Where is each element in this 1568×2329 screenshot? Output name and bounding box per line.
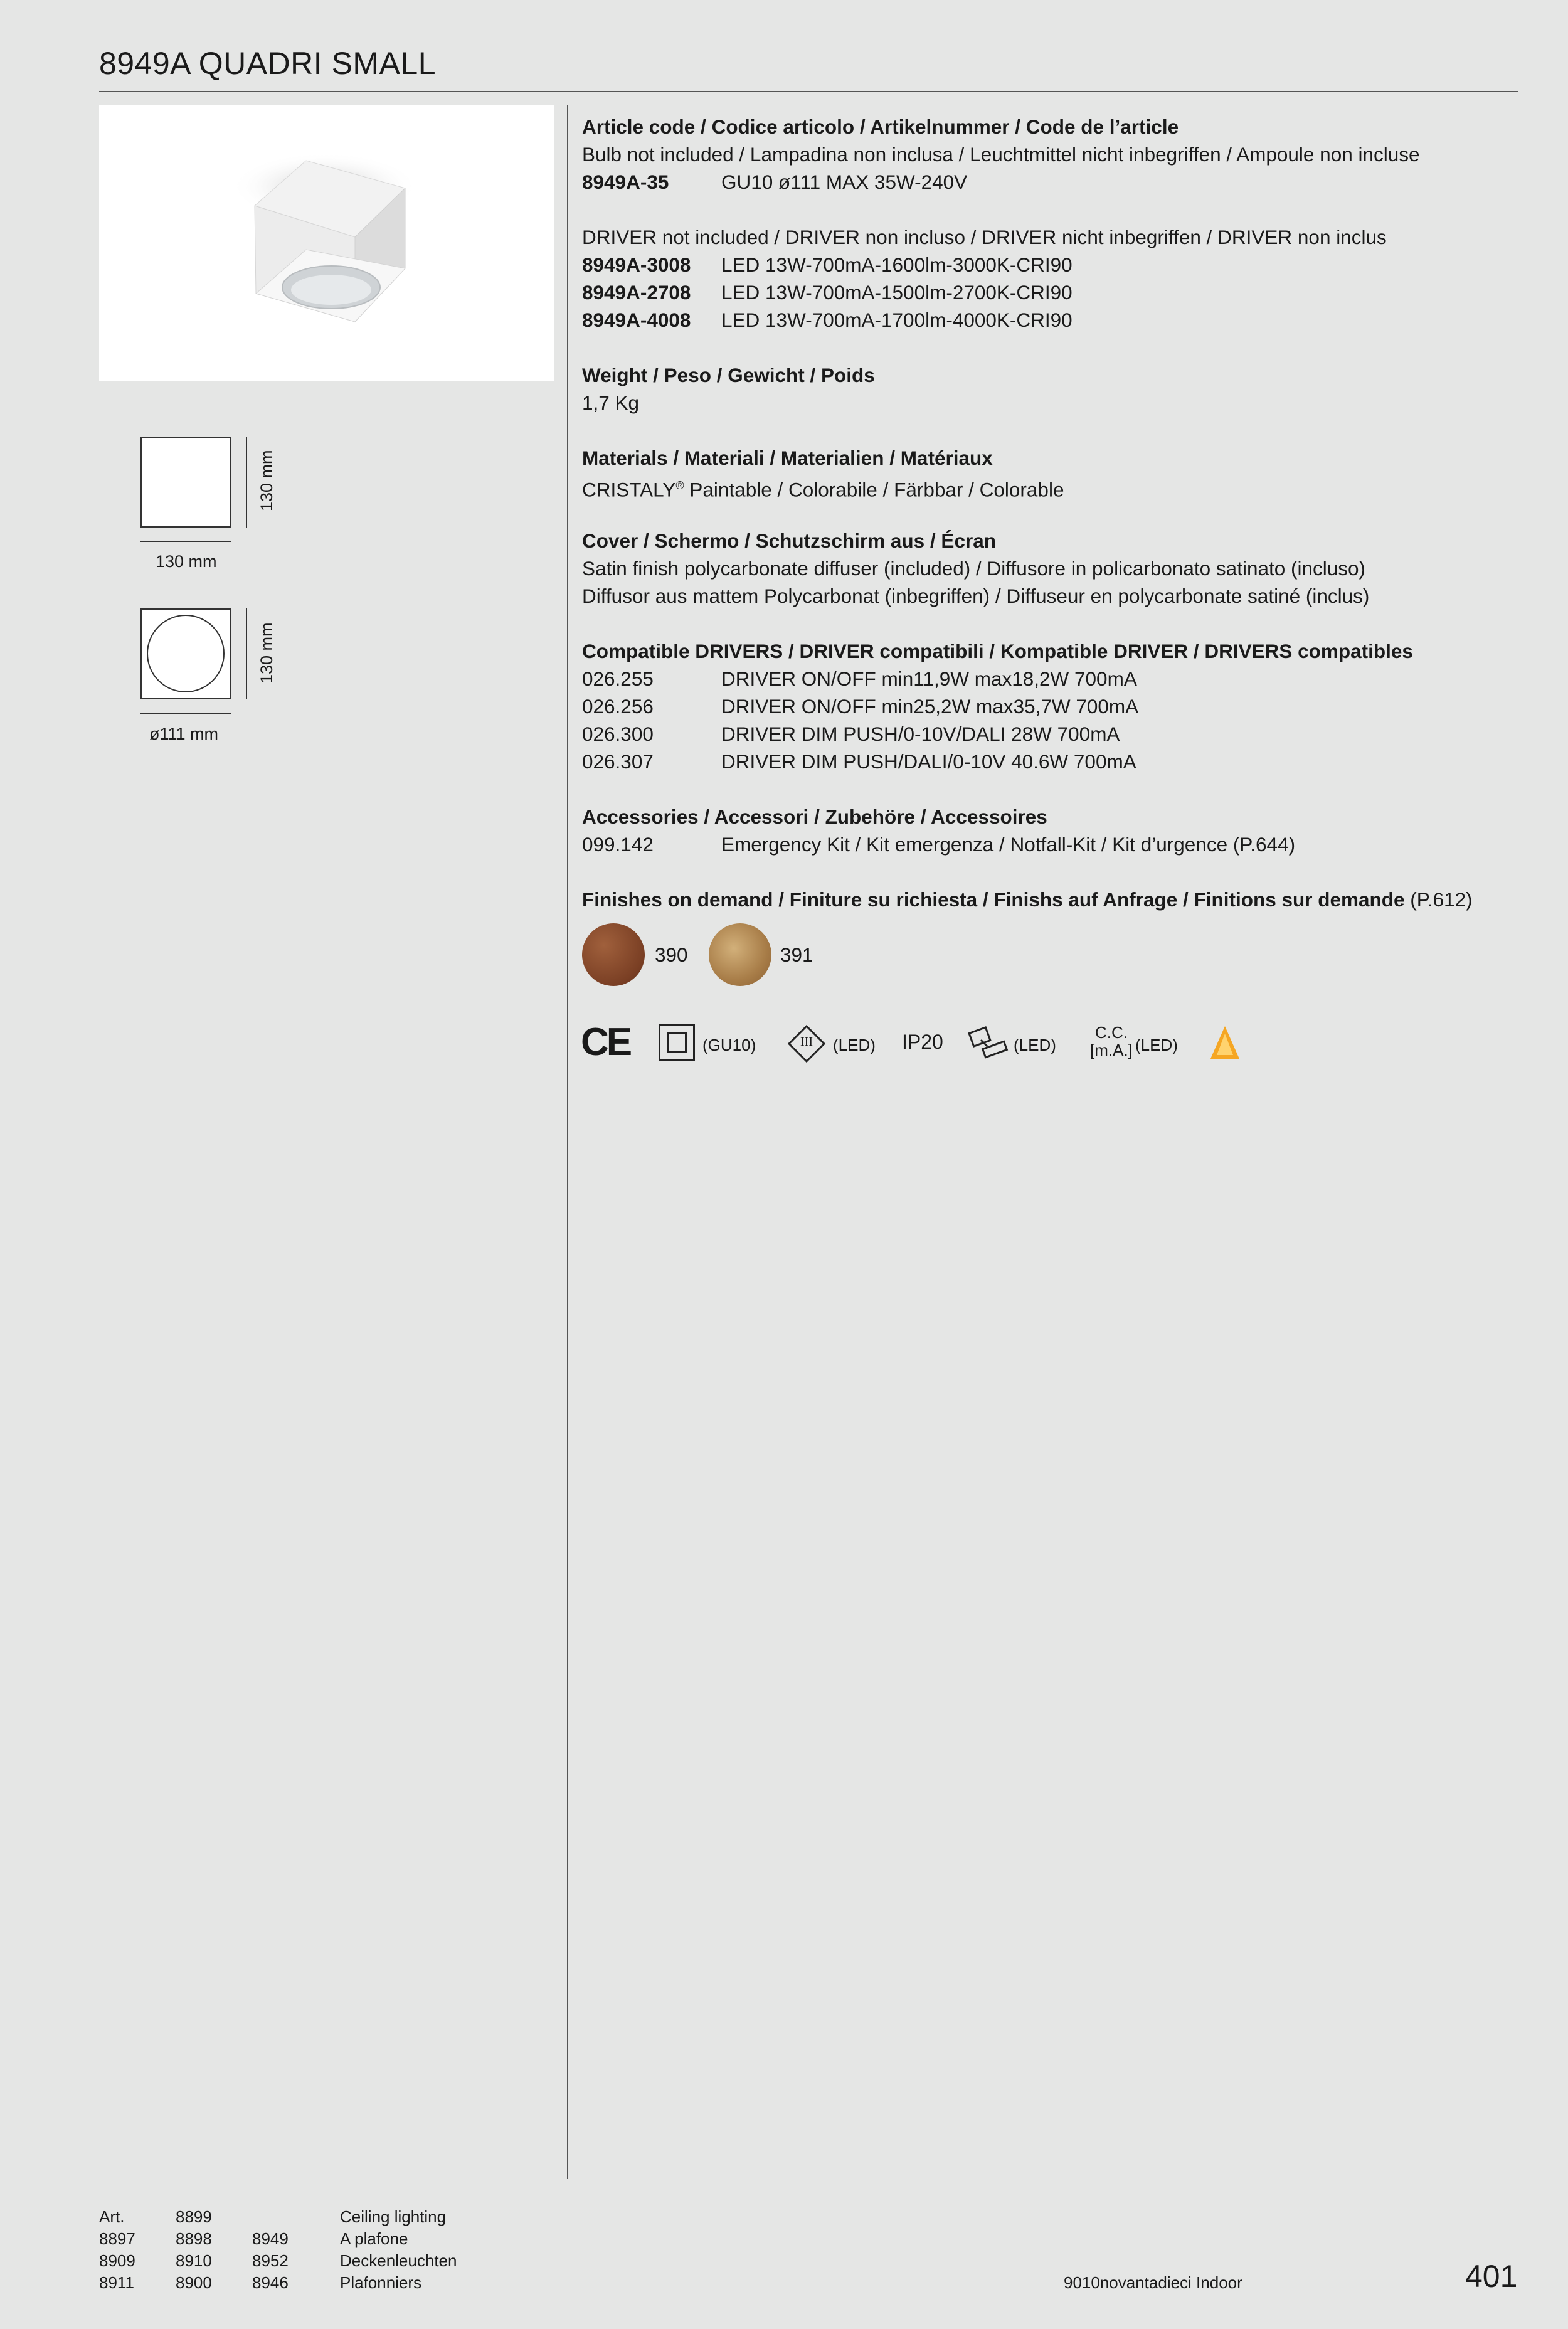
footer-cell: Art. (99, 2207, 125, 2226)
constant-current-bottom: [m.A.] (1090, 1041, 1133, 1059)
footer-cell: 8899 (176, 2207, 212, 2226)
compatible-driver-desc: DRIVER DIM PUSH/0-10V/DALI 28W 700mA (721, 723, 1120, 745)
height-dimension-label: 130 mm (257, 622, 276, 684)
compatible-driver-desc: DRIVER ON/OFF min25,2W max35,7W 700mA (721, 695, 1139, 718)
registered-mark: ® (675, 479, 684, 492)
footer-brand: 9010novantadieci Indoor (1064, 2273, 1242, 2292)
materials-text: Paintable / Colorabile / Färbbar / Colorable (684, 478, 1064, 501)
footer-cell: 8900 (176, 2273, 212, 2292)
accessory-code: 099.142 (582, 833, 654, 856)
accessories-heading: Accessories / Accessori / Zubehöre / Accessoires (582, 805, 1047, 828)
footer-cell: Ceiling lighting (340, 2207, 447, 2226)
product-render-image (99, 105, 554, 381)
class-iii-label: (LED) (833, 1036, 876, 1054)
article-code: 8949A-35 (582, 171, 669, 193)
compatible-driver-code: 026.255 (582, 667, 654, 690)
square-drawing (140, 437, 231, 528)
accessory-desc: Emergency Kit / Kit emergenza / Notfall-Kit / Kit d’urgence (P.644) (721, 833, 1296, 856)
accessory-row (582, 830, 1510, 858)
compatible-driver-row (582, 692, 1510, 720)
cover-line: Diffusor aus mattem Polycarbonat (inbegriffen) / Diffuseur en polycarbonate satiné (inclus) (582, 585, 1370, 607)
constant-current-top: C.C. (1094, 1023, 1128, 1042)
footer-cell: A plafone (340, 2229, 408, 2248)
ip-rating: IP20 (902, 1031, 943, 1053)
compatible-driver-code: 026.300 (582, 723, 654, 745)
finishes-heading (582, 886, 1510, 913)
footer-cell: 8898 (176, 2229, 212, 2248)
height-dimension-line (246, 437, 247, 528)
footer-cell: Plafonniers (340, 2273, 422, 2292)
constant-current-label: (LED) (1135, 1036, 1178, 1054)
height-dimension-label: 130 mm (257, 450, 276, 511)
ballast-label: (LED) (1014, 1036, 1056, 1054)
class-ii-label: (GU10) (702, 1036, 756, 1054)
driver-code: 8949A-3008 (582, 253, 691, 276)
footer-cell: 8911 (99, 2273, 134, 2292)
constant-current-icon (1090, 1024, 1133, 1059)
driver-row (582, 279, 1510, 306)
driver-row (582, 306, 1510, 334)
footer-cell: 8952 (252, 2251, 289, 2270)
column-divider (567, 105, 568, 2179)
finishes-page-ref: (P.612) (1404, 888, 1473, 911)
weight-value: 1,7 Kg (582, 391, 640, 414)
footer-cell: 8909 (99, 2251, 135, 2270)
cover-heading: Cover / Schermo / Schutzschirm aus / Écran (582, 529, 996, 552)
driver-code: 8949A-2708 (582, 281, 691, 304)
article-row (582, 168, 1510, 196)
footer-cell: 8949 (252, 2229, 289, 2248)
finish-swatch-390 (582, 923, 645, 986)
product-photo (99, 105, 554, 381)
materials-brand: CRISTALY (582, 478, 676, 501)
materials-heading: Materials / Materiali / Materialien / Matériaux (582, 447, 993, 469)
driver-row (582, 251, 1510, 279)
weight-heading: Weight / Peso / Gewicht / Poids (582, 364, 875, 386)
driver-desc: LED 13W-700mA-1500lm-2700K-CRI90 (721, 281, 1073, 304)
ballast-icon (968, 1024, 1011, 1063)
diffuser-circle (147, 615, 225, 692)
compatible-driver-desc: DRIVER DIM PUSH/DALI/0-10V 40.6W 700mA (721, 750, 1136, 773)
ce-mark-icon: CE (581, 1021, 630, 1064)
class-iii-symbol: III (800, 1035, 813, 1049)
page-title: 8949A QUADRI SMALL (99, 46, 437, 81)
compatible-drivers-heading: Compatible DRIVERS / DRIVER compatibili / Kompatible DRIVER / DRIVERS compatibles (582, 640, 1413, 662)
compatible-driver-code: 026.256 (582, 695, 654, 718)
driver-desc: LED 13W-700mA-1600lm-3000K-CRI90 (721, 253, 1073, 276)
compatible-driver-code: 026.307 (582, 750, 654, 773)
height-dimension-line (246, 608, 247, 699)
compatible-driver-row (582, 720, 1510, 748)
round-drawing (140, 608, 231, 699)
finish-swatch-391 (709, 923, 771, 986)
article-heading: Article code / Codice articolo / Artikelnummer / Code de l’article (582, 115, 1179, 138)
article-desc: GU10 ø111 MAX 35W-240V (721, 171, 968, 193)
compatible-driver-row (582, 665, 1510, 692)
cover-line: Satin finish polycarbonate diffuser (included) / Diffusore in policarbonato satinato (incluso) (582, 557, 1366, 580)
bulb-note: Bulb not included / Lampadina non inclusa / Leuchtmittel nicht inbegriffen / Ampoule non incluse (582, 143, 1420, 166)
footer-cell: 8910 (176, 2251, 212, 2270)
class-ii-icon (659, 1024, 695, 1061)
finish-label: 391 (780, 943, 813, 966)
page-number: 401 (1465, 2259, 1518, 2294)
driver-note: DRIVER not included / DRIVER non incluso / DRIVER nicht inbegriffen / DRIVER non inclus (582, 226, 1387, 248)
compatible-driver-row (582, 748, 1510, 775)
class-iii-icon (788, 1025, 825, 1066)
driver-desc: LED 13W-700mA-1700lm-4000K-CRI90 (721, 309, 1073, 331)
materials-value (582, 472, 1510, 499)
finishes-title: Finishes on demand / Finiture su richiesta / Finishs auf Anfrage / Finitions sur demande (582, 888, 1405, 911)
finish-label: 390 (655, 943, 688, 966)
width-dimension-label: 130 mm (156, 552, 217, 571)
footer-cell: Deckenleuchten (340, 2251, 457, 2270)
diameter-dimension-line (140, 713, 231, 714)
diameter-dimension-label: ø111 mm (149, 724, 219, 743)
footer-cell: 8897 (99, 2229, 135, 2248)
driver-code: 8949A-4008 (582, 309, 691, 331)
compatible-driver-desc: DRIVER ON/OFF min11,9W max18,2W 700mA (721, 667, 1137, 690)
spec-column (582, 113, 1510, 913)
footer-cell: 8946 (252, 2273, 289, 2292)
warning-triangle-icon (1209, 1025, 1241, 1063)
title-divider (99, 91, 1518, 92)
width-dimension-line (140, 541, 231, 542)
